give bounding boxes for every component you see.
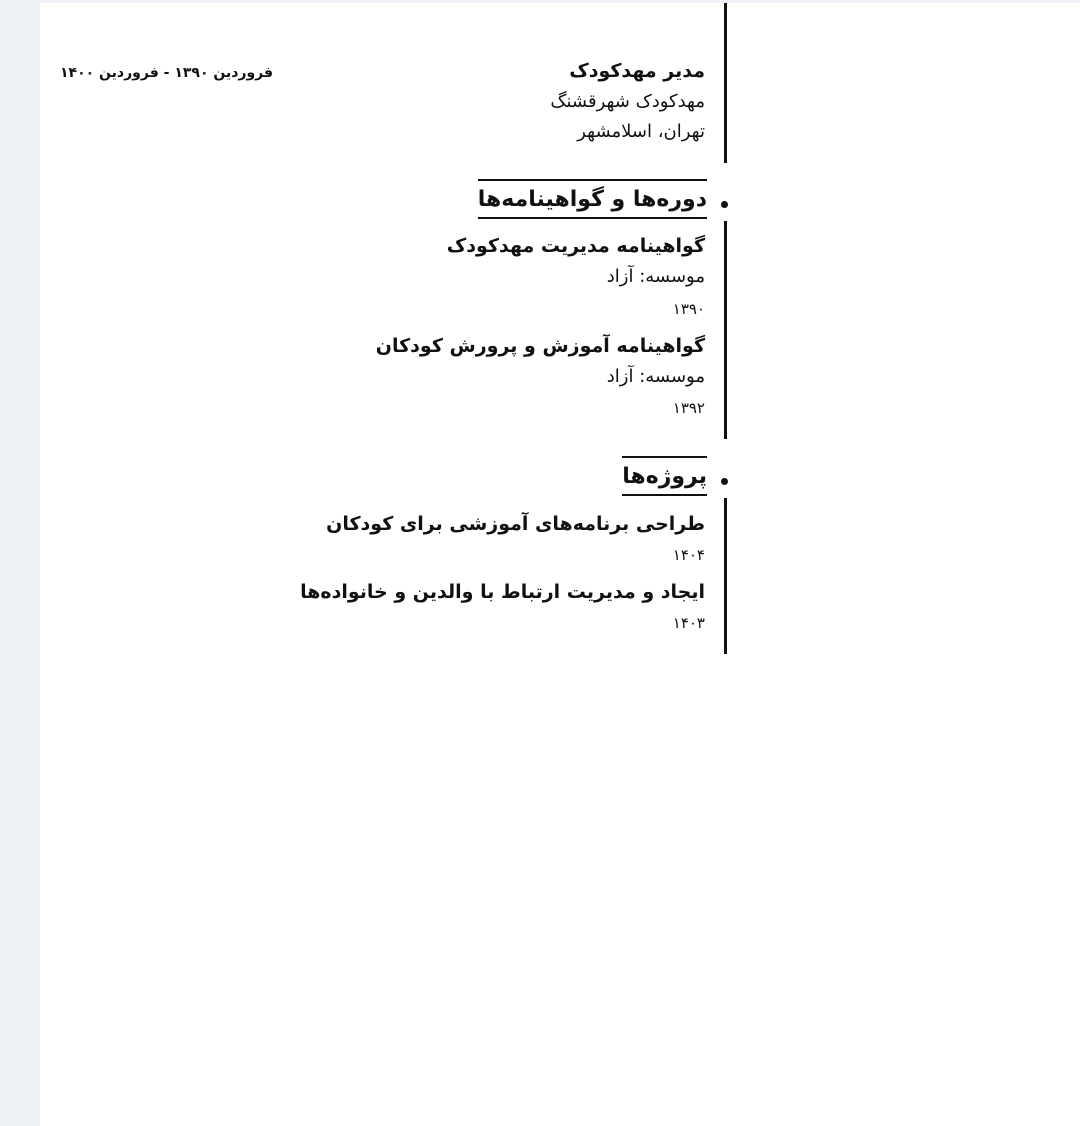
project-title: ایجاد و مدیریت ارتباط با والدین و خانواده‌ها: [300, 581, 705, 603]
projects-heading: پروژه‌ها: [622, 456, 707, 496]
job-location: تهران، اسلامشهر: [577, 121, 705, 142]
course-title: گواهینامه مدیریت مهدکودک: [446, 235, 705, 257]
courses-heading: دوره‌ها و گواهینامه‌ها: [478, 179, 707, 219]
resume-page: [40, 3, 1080, 1126]
course-institute: موسسه: آزاد: [606, 366, 705, 387]
projects-timeline-line: [724, 498, 727, 654]
job-date-range: فروردین ۱۳۹۰ - فروردین ۱۴۰۰: [60, 65, 274, 81]
projects-bullet: [721, 478, 728, 485]
experience-timeline-line: [724, 3, 727, 163]
course-year: ۱۳۹۰: [672, 300, 705, 318]
company-name: مهدکودک شهرقشنگ: [550, 91, 705, 112]
project-year: ۱۴۰۴: [672, 546, 705, 564]
courses-bullet: [721, 201, 728, 208]
courses-timeline-line: [724, 221, 727, 439]
job-title: مدیر مهدکودک: [569, 60, 705, 82]
course-institute: موسسه: آزاد: [606, 266, 705, 287]
project-year: ۱۴۰۳: [672, 614, 705, 632]
project-title: طراحی برنامه‌های آموزشی برای کودکان: [326, 513, 705, 535]
course-title: گواهینامه آموزش و پرورش کودکان: [375, 335, 705, 357]
course-year: ۱۳۹۲: [672, 399, 705, 417]
